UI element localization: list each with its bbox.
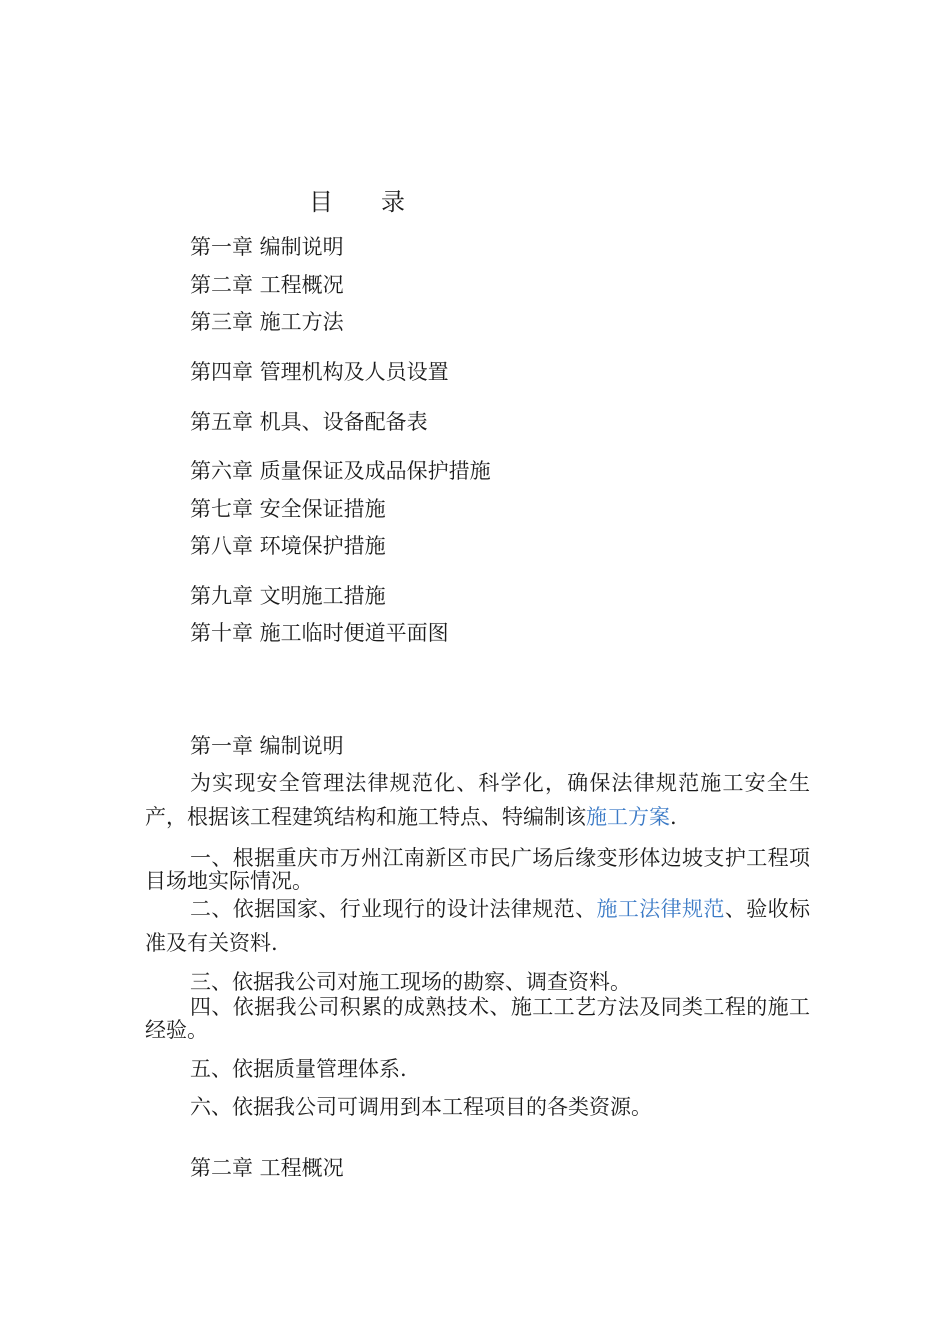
chapter1-item-6: 六、依据我公司可调用到本工程项目的各类资源。 [190, 1095, 652, 1119]
toc-item-2: 第二章 工程概况 [190, 273, 344, 297]
toc-item-1: 第一章 编制说明 [190, 235, 344, 259]
toc-title: 目 录 [309, 188, 405, 216]
toc-item-7: 第七章 安全保证措施 [190, 497, 386, 521]
chapter1-heading: 第一章 编制说明 [190, 734, 344, 758]
toc-item-9: 第九章 文明施工措施 [190, 584, 386, 608]
intro-text: 为实现安全管理法律规范化、科学化，确保法律规范施工安全生产，根据该工程建筑结构和施工特点、特编制该 [145, 771, 810, 830]
construction-regulations-link[interactable]: 施工法律规范 [596, 897, 725, 921]
toc-item-6: 第六章 质量保证及成品保护措施 [190, 459, 491, 483]
toc-item-4: 第四章 管理机构及人员设置 [190, 360, 449, 384]
item2-end: 、验收标准及有关资料. [145, 897, 811, 956]
item2-text: 二、依据国家、行业现行的设计法律规范、 [190, 897, 597, 921]
chapter1-item-5: 五、依据质量管理体系. [190, 1057, 407, 1081]
toc-item-3: 第三章 施工方法 [190, 310, 344, 334]
toc-item-10: 第十章 施工临时便道平面图 [190, 621, 449, 645]
intro-end: . [670, 805, 677, 830]
chapter1-item-3: 三、依据我公司对施工现场的勘察、调查资料。 [190, 970, 631, 994]
toc-item-8: 第八章 环境保护措施 [190, 534, 386, 558]
chapter1-item-4: 四、依据我公司积累的成熟技术、施工工艺方法及同类工程的施工经验。 [145, 995, 810, 1042]
toc-item-5: 第五章 机具、设备配备表 [190, 410, 428, 434]
chapter1-item-2 [145, 892, 810, 960]
chapter1-intro-paragraph [145, 766, 810, 834]
chapter2-heading: 第二章 工程概况 [190, 1156, 344, 1180]
construction-plan-link[interactable]: 施工方案 [586, 805, 670, 830]
chapter1-item-1: 一、根据重庆市万州江南新区市民广场后缘变形体边坡支护工程项目场地实际情况。 [145, 846, 810, 893]
